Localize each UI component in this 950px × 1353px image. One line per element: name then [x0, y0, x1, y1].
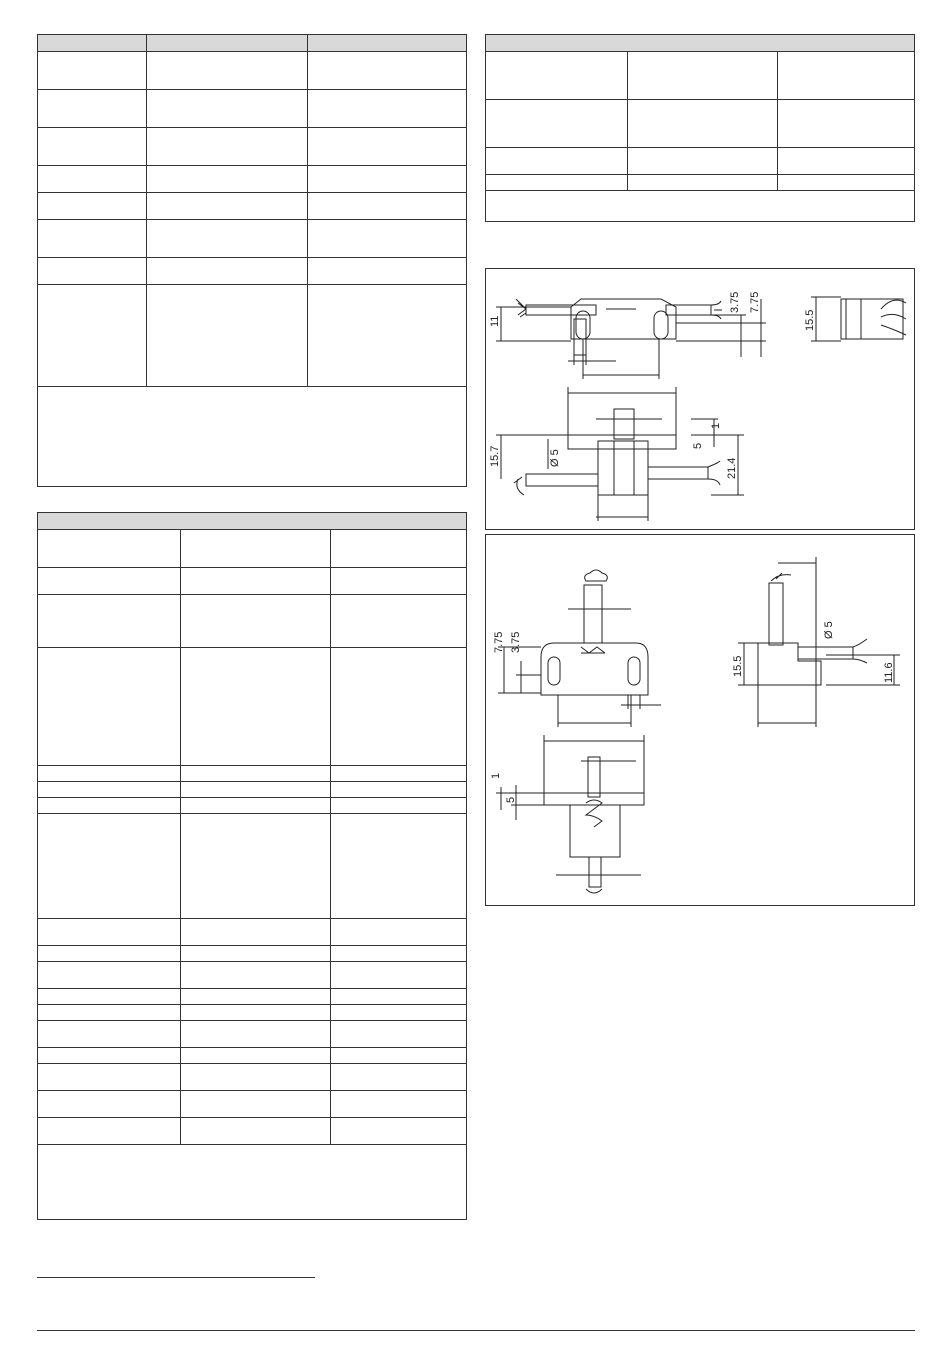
dim-label: 3.75 — [729, 291, 741, 313]
dim-label: 21.4 — [726, 457, 738, 479]
dim-label: 15.7 — [489, 445, 501, 467]
table-row — [486, 190, 914, 191]
dimension-drawing-bottom — [485, 534, 915, 906]
table-header-row — [38, 35, 466, 51]
table-row — [38, 127, 466, 165]
table-row — [38, 529, 466, 567]
table-row — [38, 1020, 466, 1047]
spec-table-1 — [37, 34, 467, 487]
dim-label: 11 — [489, 315, 501, 327]
table-row — [38, 813, 466, 918]
spec-table-3 — [485, 34, 915, 222]
table-row — [38, 1144, 466, 1145]
table-row — [38, 781, 466, 797]
table-row — [38, 594, 466, 647]
table-row — [38, 89, 466, 127]
spec-table-2 — [37, 512, 467, 1220]
dim-label: Ø 5 — [549, 449, 561, 467]
table-row — [486, 147, 914, 174]
table-row — [38, 797, 466, 813]
footnote-separator — [37, 1277, 315, 1278]
table-row — [38, 567, 466, 594]
dim-label: 1 — [490, 772, 502, 779]
table-row — [38, 51, 466, 89]
dim-label: 5 — [692, 442, 704, 449]
footer-separator — [37, 1330, 915, 1331]
table-row — [38, 765, 466, 781]
table-row — [486, 99, 914, 147]
dim-label: 3.75 — [510, 631, 522, 653]
table-row — [38, 1090, 466, 1117]
table-header-row — [486, 35, 914, 51]
table-row — [38, 647, 466, 765]
table-row — [38, 988, 466, 1004]
table-row — [38, 219, 466, 257]
table-row — [38, 284, 466, 386]
drawing-svg-top — [486, 269, 916, 531]
table-row — [38, 1063, 466, 1090]
table-row — [38, 1004, 466, 1020]
dim-label: 5 — [505, 796, 517, 803]
table-header-row — [38, 513, 466, 529]
table-row — [38, 386, 466, 387]
table-row — [486, 174, 914, 190]
table-row — [38, 918, 466, 945]
table-row — [38, 945, 466, 961]
table-row — [38, 961, 466, 988]
table-row — [38, 257, 466, 284]
dimension-drawing-top — [485, 268, 915, 530]
dim-label: 7.75 — [749, 291, 761, 313]
drawing-svg-bottom — [486, 535, 916, 907]
dim-label: Ø 5 — [823, 621, 835, 639]
dim-label: 15.5 — [804, 309, 816, 331]
table-row — [486, 51, 914, 99]
table-row — [38, 1047, 466, 1063]
dim-label: 1 — [710, 422, 722, 429]
table-row — [38, 165, 466, 192]
dim-label: 15.5 — [732, 655, 744, 677]
table-row — [38, 192, 466, 219]
dim-label: 7.75 — [493, 631, 505, 653]
table-row — [38, 1117, 466, 1144]
dim-label: 11.6 — [883, 662, 895, 683]
